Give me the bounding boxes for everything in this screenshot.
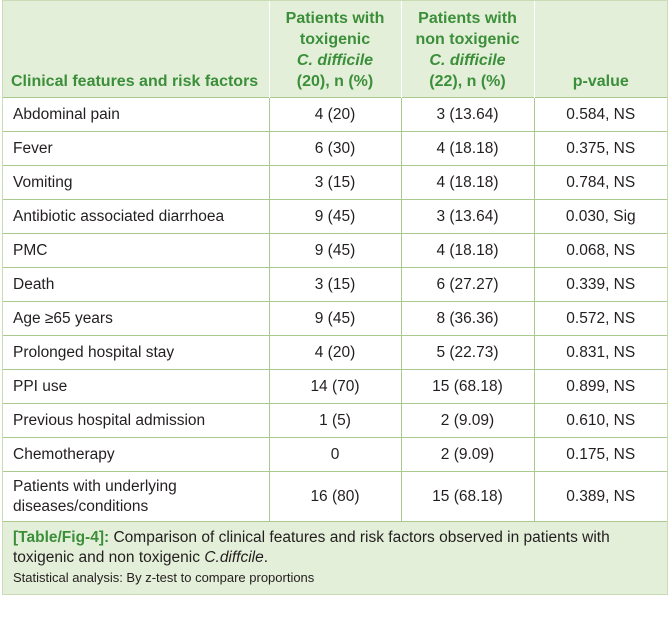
table-row [3,166,667,200]
non-toxigenic-cell: 15 (68.18) [401,472,534,522]
feature-cell: PMC [3,234,269,268]
non-toxigenic-cell: 4 (18.18) [401,132,534,166]
p-value-cell: 0.339, NS [534,268,667,302]
feature-cell: Prolonged hospital stay [3,336,269,370]
feature-cell: Patients with underlying diseases/conditions [3,472,269,522]
p-value-cell: 0.175, NS [534,438,667,472]
table-row [3,404,667,438]
toxigenic-cell: 1 (5) [269,404,401,438]
header-non-toxigenic-line1: Patients with non toxigenic [415,10,520,48]
non-toxigenic-cell: 3 (13.64) [401,200,534,234]
table-row [3,234,667,268]
p-value-cell: 0.610, NS [534,404,667,438]
feature-cell: Previous hospital admission [3,404,269,438]
header-clinical-features-text: Clinical features and risk factors [11,73,259,90]
header-p-value [534,1,667,98]
toxigenic-cell: 9 (45) [269,234,401,268]
toxigenic-cell: 9 (45) [269,200,401,234]
feature-cell: Age ≥65 years [3,302,269,336]
header-clinical-features [3,1,269,98]
p-value-cell: 0.389, NS [534,472,667,522]
table-row [3,370,667,404]
p-value-cell: 0.068, NS [534,234,667,268]
p-value-cell: 0.375, NS [534,132,667,166]
caption-text: Comparison of clinical features and risk factors observed in patients with toxigenic and non toxigenic [13,529,610,566]
toxigenic-cell: 3 (15) [269,166,401,200]
caption-organism: C.diffcile [204,549,264,566]
header-toxigenic-count: (20), n (%) [296,73,374,90]
feature-cell: Death [3,268,269,302]
non-toxigenic-cell: 6 (27.27) [401,268,534,302]
table-row [3,472,667,522]
feature-cell: Fever [3,132,269,166]
non-toxigenic-cell: 4 (18.18) [401,166,534,200]
non-toxigenic-cell: 2 (9.09) [401,404,534,438]
p-value-cell: 0.831, NS [534,336,667,370]
table-row [3,98,667,132]
header-toxigenic [269,1,401,98]
header-non-toxigenic-count: (22), n (%) [429,73,506,90]
header-row [3,1,667,98]
toxigenic-cell: 4 (20) [269,98,401,132]
table-row [3,200,667,234]
feature-cell: Abdominal pain [3,98,269,132]
feature-cell: Chemotherapy [3,438,269,472]
toxigenic-cell: 0 [269,438,401,472]
table-row [3,302,667,336]
header-toxigenic-line1: Patients with toxigenic [285,10,385,48]
header-non-toxigenic [401,1,534,98]
non-toxigenic-cell: 5 (22.73) [401,336,534,370]
caption-main [13,528,657,568]
toxigenic-cell: 4 (20) [269,336,401,370]
p-value-cell: 0.030, Sig [534,200,667,234]
table-body [3,98,667,522]
feature-cell: PPI use [3,370,269,404]
p-value-cell: 0.899, NS [534,370,667,404]
feature-cell: Antibiotic associated diarrhoea [3,200,269,234]
figure-caption [3,522,667,594]
p-value-cell: 0.584, NS [534,98,667,132]
p-value-cell: 0.784, NS [534,166,667,200]
clinical-features-table [3,1,667,522]
non-toxigenic-cell: 2 (9.09) [401,438,534,472]
header-p-value-text: p-value [572,73,629,90]
toxigenic-cell: 6 (30) [269,132,401,166]
toxigenic-cell: 16 (80) [269,472,401,522]
non-toxigenic-cell: 8 (36.36) [401,302,534,336]
caption-statistics: Statistical analysis: By z-test to compare proportions [13,570,315,585]
feature-cell: Vomiting [3,166,269,200]
toxigenic-cell: 14 (70) [269,370,401,404]
table-row [3,438,667,472]
header-toxigenic-organism: C. difficile [296,52,374,69]
caption-tag: [Table/Fig-4]: [13,529,110,546]
caption-end: . [263,549,269,566]
table-row [3,336,667,370]
toxigenic-cell: 9 (45) [269,302,401,336]
table-figure [2,0,668,595]
table-row [3,268,667,302]
header-non-toxigenic-organism: C. difficile [429,52,506,69]
non-toxigenic-cell: 4 (18.18) [401,234,534,268]
non-toxigenic-cell: 15 (68.18) [401,370,534,404]
table-row [3,132,667,166]
toxigenic-cell: 3 (15) [269,268,401,302]
non-toxigenic-cell: 3 (13.64) [401,98,534,132]
p-value-cell: 0.572, NS [534,302,667,336]
